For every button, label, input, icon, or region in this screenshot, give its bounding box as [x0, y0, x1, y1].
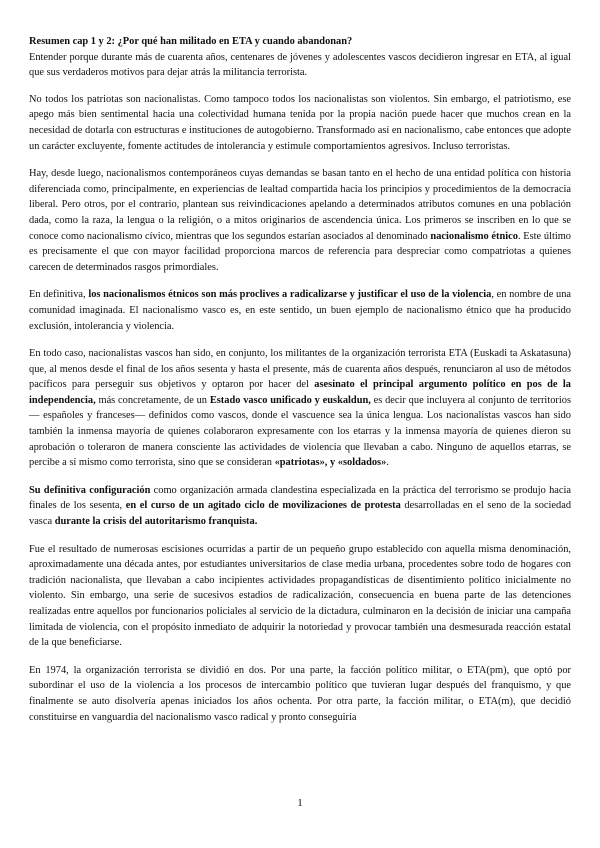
paragraph-patriotismo: No todos los patriotas son nacionalistas. Como tampoco todos los nacionalistas son violentos. Sin embargo, el patriotismo, ese apego más bien sentimental hacia una colectividad humana tenida por la propia nación puede hacer que muchos crean en la necesidad de dotarla con estructuras e instituciones de autogobierno. Transformado así en nacionalismo, cabe entonces que adopte un carácter excluyente, fomente actitudes de intolerancia y estimule comportamientos agresivos. Incluso terroristas.	[29, 93, 571, 152]
paragraph-en-definitiva	[29, 287, 571, 334]
text-span: En definitiva,	[29, 289, 89, 301]
bold-span: asesinato el principal argumento político en pos de la independencia,	[29, 379, 572, 406]
page-number: 1	[297, 797, 303, 809]
text-span: Hay, desde luego, nacionalismos contemporáneos cuyas demandas se basan tanto en el hecho de una entidad política con historia diferenciada como, principalmente, en experiencias de lealtad compartida hacia los principios y procedimientos de la democracia liberal. Pero otros, por el contrario, plantean sus reivindicaciones apelando a determinados atributos comunes en una población dada, como la raza, la lengua o la religión, o a mitos originarios de ascendencia única. Los primeros se inscriben en lo que se conoce como nacionalismo cívico, mientras que los segundos estarían asociados al denominado	[29, 168, 571, 242]
text-span: desarrolladas en el seno de la sociedad vasca	[29, 500, 572, 528]
bold-span: Estado vasco unificado y euskaldun,	[209, 394, 371, 406]
text-span: más concretamente, de un	[95, 394, 210, 406]
paragraph-eta	[29, 346, 571, 471]
intro-paragraph	[29, 34, 571, 81]
document-title: Resumen cap 1 y 2: ¿Por qué han militado en ETA y cuando abandonan?	[29, 36, 353, 47]
bold-span: «patriotas», y «soldados»	[274, 457, 387, 469]
bold-span: los nacionalismos étnicos son más proclives a radicalizarse y justificar el uso de la violencia	[88, 289, 492, 301]
paragraph-escisiones: Fue el resultado de numerosas escisiones ocurridas a partir de un pequeño grupo establecido con aquella misma denominación, aproximadamente una década antes, por estudiantes universitarios de clase media urbana, procedentes sobre todo de hogares con tradición nacionalista, que llevaban a cabo incipientes actividades propagandísticas de disentimiento político inicialmente no violento. Sin embargo, una serie de sucesivos estadios de radicalización, consecuencia en buena parte de las detenciones realizadas entre aquellos por funcionarios policiales al servicio de la dictadura, culminaron en la decisión de iniciar una campaña limitada de violencia, con el propósito inmediato de adquirir la notoriedad y provocar también una desmesurada reacción estatal de la que beneficiarse.	[29, 543, 571, 649]
bold-span: durante la crisis del autoritarismo franquista.	[54, 516, 258, 528]
intro-text: Entender porque durante más de cuarenta años, centenares de jóvenes y adolescentes vascos decidieron ingresar en ETA, al igual que sus verdaderos motivos para dejar atrás la militancia terrorista.	[29, 51, 571, 79]
paragraph-1974: En 1974, la organización terrorista se dividió en dos. Por una parte, la facción político militar, o ETA(pm), que optó por subordinar el uso de la violencia a los procesos de intercambio político que tuvieran lugar después del franquismo, y que finalmente se auto disolvería apenas iniciados los años ochenta. Por otra parte, la facción militar, o ETA(m), que decidió constituirse en vanguardia del nacionalismo vasco radical y pronto conseguiría	[29, 664, 571, 723]
text-span: como organización armada clandestina especializada en la práctica del terrorismo se produjo hacia finales de los sesenta,	[29, 484, 571, 512]
text-span: .	[386, 457, 389, 469]
text-span: En todo caso, nacionalistas vascos han sido, en conjunto, los militantes de la organización terrorista ETA (Euskadi ta Askatasuna) que, al menos desde el final de los años sesenta y hasta el presente, más de cuarenta años después, renunciaron al uso de métodos pacíficos para perseguir sus objetivos y optaron por hacer del	[29, 348, 571, 391]
text-span: es decir que incluyera al conjunto de territorios — españoles y franceses— definidos como vascos, donde el vascuence sea la única lengua. Los nacionalistas vascos han sido también la inmensa mayoría de quienes colaboraron expresamente con los etarras y la inmensa mayoría de quienes dieron su aprobación o toleraron de manera consciente las actividades de violencia que llevaban a cabo. Ninguno de aquellos etarras, se percibe a sí mismo como terrorista, sino que se consideran	[29, 394, 571, 469]
text-span: . Este último es precisamente el que con mayor facilidad proporciona marcos de referencia para despreciar como compatriotas a quienes carecen de determinados rasgos primordiales.	[29, 230, 572, 273]
bold-span: en el curso de un agitado ciclo de movilizaciones de protesta	[125, 500, 401, 512]
text-span: , en nombre de una comunidad imaginada. El nacionalismo vasco es, en este sentido, un buen ejemplo de nacionalismo étnico que ha producido exclusión, intolerancia y violencia.	[29, 289, 571, 332]
paragraph-configuracion	[29, 483, 571, 530]
bold-span: Su definitiva configuración	[29, 484, 151, 496]
paragraph-nacionalismos	[29, 166, 571, 275]
bold-span: nacionalismo étnico	[430, 230, 518, 242]
